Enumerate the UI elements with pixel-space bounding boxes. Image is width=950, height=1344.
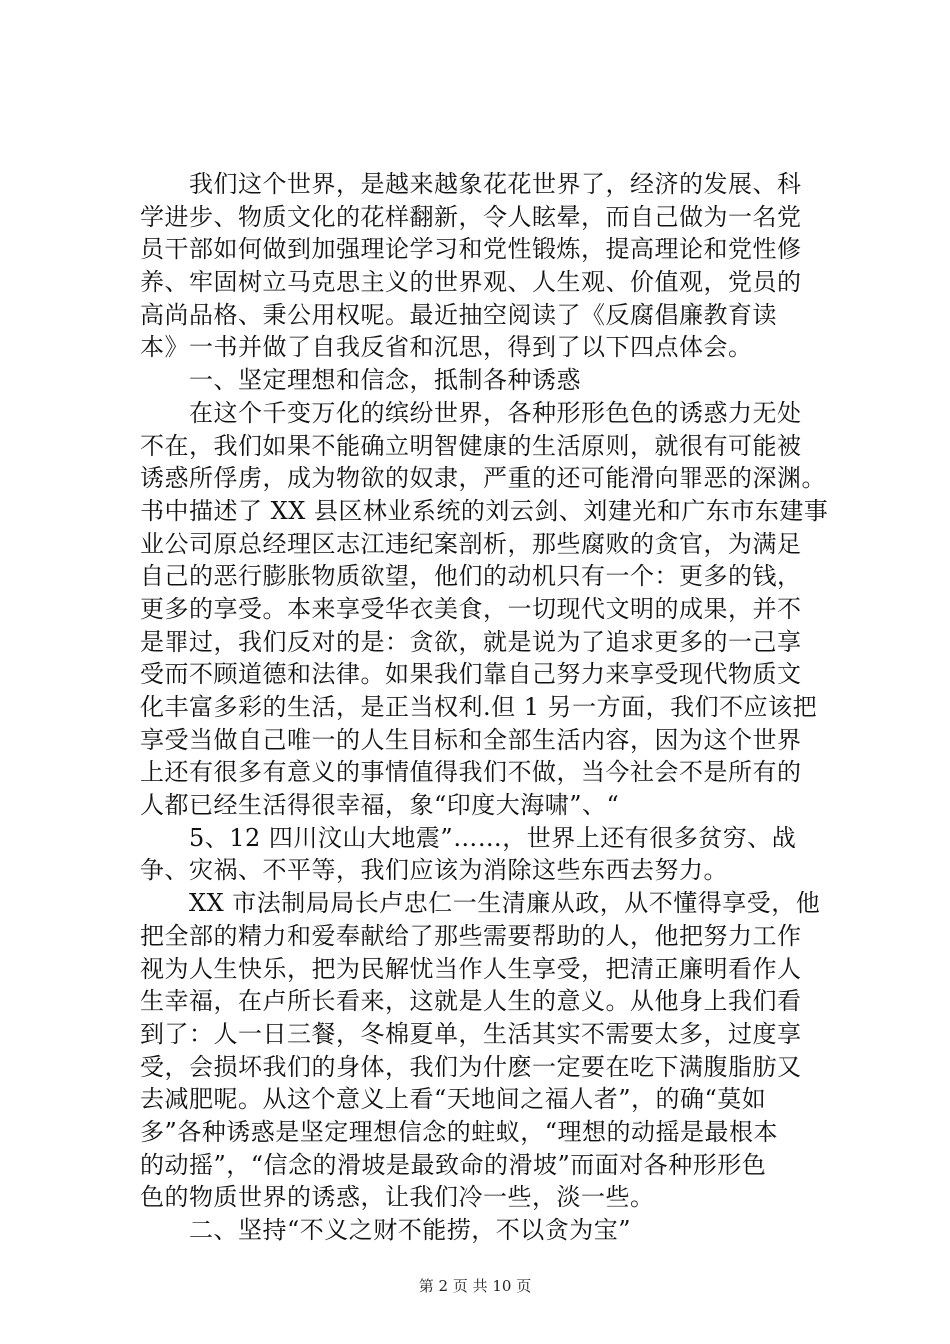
text-line: 享受当做自己唯一的人生目标和全部生活内容，因为这个世界: [140, 725, 802, 754]
text-line: 书中描述了 XX 县区林业系统的刘云剑、刘建光和广东市东建事: [140, 496, 829, 525]
text-line: 不在，我们如果不能确立明智健康的生活原则，就很有可能被: [140, 431, 802, 460]
text-line: 是罪过，我们反对的是：贪欲，就是说为了追求更多的一己享: [140, 627, 802, 656]
text-line: 业公司原总经理区志江违纪案剖析，那些腐败的贪官，为满足: [140, 529, 802, 558]
text-line: 本》一书并做了自我反省和沉思，得到了以下四点体会。: [140, 333, 753, 362]
text-line: 5、12 四川汶山大地震”……，世界上还有很多贫穷、战: [140, 823, 797, 852]
text-line: 学进步、物质文化的花样翻新，令人眩晕，而自己做为一名党: [140, 202, 802, 231]
text-line: 受而不顾道德和法律。如果我们靠自己努力来享受现代物质文: [140, 660, 802, 689]
text-line: 高尚品格、秉公用权呢。最近抽空阅读了《反腐倡廉教育读: [140, 300, 777, 329]
text-line: 生幸福，在卢所长看来，这就是人生的意义。从他身上我们看: [140, 987, 802, 1016]
text-line: 人都已经生活得很幸福，象“印度大海啸”、“: [140, 791, 620, 820]
text-line: 受，会损坏我们的身体，我们为什麽一定要在吃下满腹脂肪又: [140, 1052, 802, 1081]
text-line: XX 市法制局局长卢忠仁一生清廉从政，从不懂得享受，他: [140, 889, 821, 918]
text-line: 到了：人一日三餐，冬棉夏单，生活其实不需要太多，过度享: [140, 1019, 802, 1048]
page-number-footer: 第 2 页 共 10 页: [418, 1277, 532, 1295]
text-line: 员干部如何做到加强理论学习和党性锻炼，提高理论和党性修: [140, 235, 802, 264]
text-line: 更多的享受。本来享受华衣美食，一切现代文明的成果，并不: [140, 594, 802, 623]
text-line: 视为人生快乐，把为民解忧当作人生享受，把清正廉明看作人: [140, 954, 802, 983]
section-heading: 二、坚持“不义之财不能捞，不以贪为宝”: [140, 1216, 632, 1244]
text-line: 养、牢固树立马克思主义的世界观、人生观、价值观，党员的: [140, 268, 802, 297]
text-line: 争、灾祸、不平等，我们应该为消除这些东西去努力。: [140, 856, 728, 885]
text-line: 的动摇”，“信念的滑坡是最致命的滑坡”而面对各种形形色: [140, 1150, 767, 1179]
text-line: 去减肥呢。从这个意义上看“天地间之福人者”，的确“莫如: [140, 1085, 767, 1114]
text-line: 上还有很多有意义的事情值得我们不做，当今社会不是所有的: [140, 758, 802, 787]
text-line: 在这个千变万化的缤纷世界，各种形形色色的诱惑力无处: [140, 398, 802, 427]
text-line: 色的物质世界的诱惑，让我们冷一些，淡一些。: [140, 1183, 655, 1212]
text-line: 自己的恶行膨胀物质欲望，他们的动机只有一个：更多的钱，: [140, 562, 802, 591]
document-body: [140, 168, 840, 1247]
text-line: 诱惑所俘虏，成为物欲的奴隶，严重的还可能滑向罪恶的深渊。: [140, 464, 826, 493]
text-line: 多”各种诱惑是坚定理想信念的蛀蚁，“理想的动摇是最根本: [140, 1117, 779, 1146]
section-heading: 一、坚定理想和信念，抵制各种诱惑: [140, 366, 581, 395]
text-line: 化丰富多彩的生活，是正当权利.但 1 另一方面，我们不应该把: [140, 693, 818, 721]
text-line: 把全部的精力和爱奉献给了那些需要帮助的人，他把努力工作: [140, 921, 802, 950]
text-line: 我们这个世界，是越来越象花花世界了，经济的发展、科: [140, 170, 802, 198]
